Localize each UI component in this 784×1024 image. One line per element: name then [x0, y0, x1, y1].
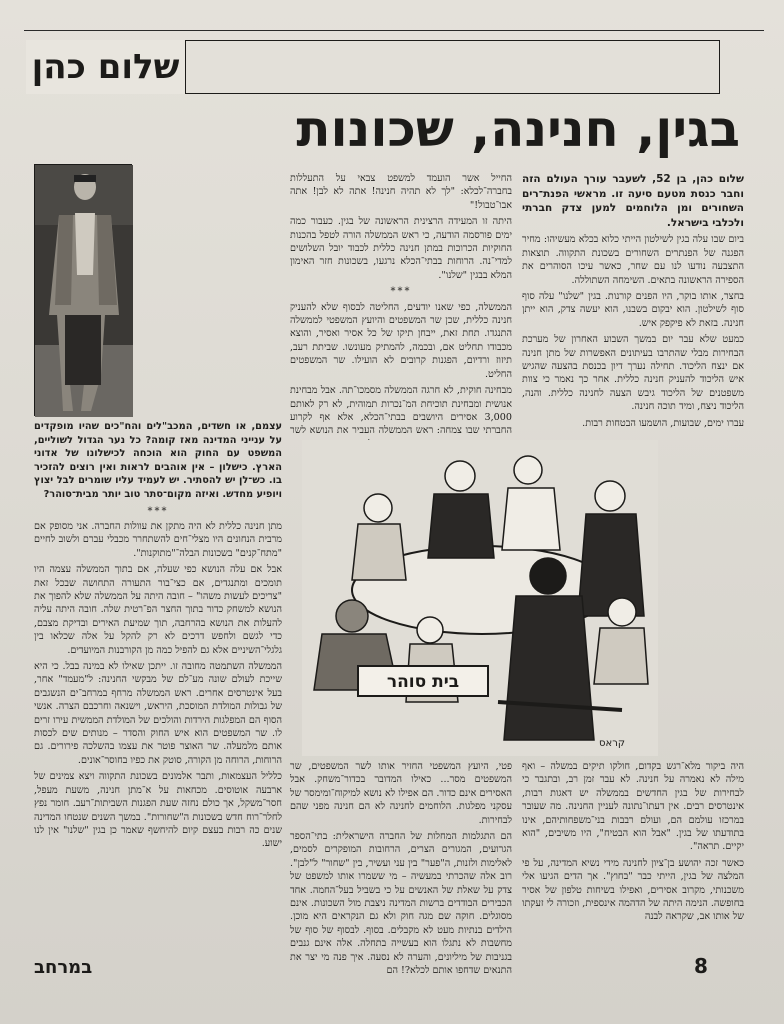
- paragraph: מבחינה חוקית, לא חרגה הממשלה מסמכו־תה. אבל מבחינת אנושית ומבחינת תוכיחת המ־נכרות תמוהית, לא רק לאותם 3,000 אסירים היושבים בבתי־הכלא, אלא אף לקרוע החברתי שבו צמחה: ראש הממשלה העביר את הנושא לשר: [290, 385, 512, 437]
- paragraph: פטי, היועץ המשפטי החזיר אותו לשר המשפטים, שר המשפטים מסר... כאילו המדובר בכדור־משחק. אבל האסירים אינם כדור. הם אפילו לא נושא למיקוח־ומימסר של עסקני מפלגות. הלוחמים לחנינה לא הם חנינה מפני שהם לבחירות.: [290, 761, 512, 826]
- paragraph: עברו ימים, שבועות, הושמעו הבטחות רבות.: [582, 417, 744, 429]
- paragraph: הממשלה, כפי שאנו יודעים, החליטה לבסוף שלא להעניק חנינה כללית, שכן שר המשפטים והיועץ המשפטי לממשלה התנגדו. תחת זאת, ייבחן תיקו של כל אסיר ואסיר, והוצא מכבודו תחליט אם, ובכמה, להמתיק מעונשו. שביתת רעב, תיזוז ורדיום, הפגנות קרובים לא הועילו. שר המשפטים החליט.: [290, 301, 512, 380]
- paragraph: מתן חנינה כללית לא היה מתקן את עוולות החברה. אני מסופק אם מרבית הנחונים היו מצלי־חים להשתחרר מכבלי עברם ולשוב לחיים "מתח־קנים" בשכונות הבלה־"מתוקנות".: [34, 520, 282, 559]
- paragraph: הם התגלמות המחלות של החברה הישראלית: בתי־הספר הגרועים, המגורים הצרים, הרחובות המופקרים לסמים, לאלימות ולזנות, ה"פער" בין עני ועשיר, בין "שחור" ל"לבן". רוב אלה שהכרתי במעשיה – מי ששמרו אותו למשפט של צדק על שאלת של האנשים על כי בשביל בעל־החמה. אחד הכבירים הבודדים ברשות המדינה ניצבת מול השכונות. אינם מסוגלים. חוקה שם מגה חוק ולא גם הנקראים היא מוכן. הילדים בנתיות מעט לא מקבלים. בסוף. לבסוף של סוף של מחשבות לא נתגלו הוא בעשייה בתחלה. אלה אינם גנבים בגניבות של מיליונים, והערה לא נסעה. איך פנה מי יצר את התנאים שדחפו אותם לכלא?! הם: [290, 831, 512, 977]
- cartoon-signature: קראס: [599, 738, 625, 749]
- portrait-photo-drawing: [35, 165, 133, 417]
- editorial-cartoon: [302, 440, 658, 756]
- author-name: שלום כהן: [31, 47, 180, 87]
- intro-lead: [522, 172, 744, 230]
- paragraph: ביום שבו עלה בגין לשילטון הייתי כלוא בכלא מעשיהו: מחיר הפגנה של הפנתרים השחורים בשכונת התקווה. תוצאות התצבעה נודעו לנו עם שחר, כאשר עיכו הסוהרים את הספירה הראשונה בתאים. השימחה השתוללה.: [522, 234, 744, 286]
- paragraph: בחצר, אותו בוקר, היו הפנים קורנות. בגין "שלנו" עלה סוף סוף לשילטון. הוא יבקום בשבנו, הוא יעשה צדק, הוא ייתן חנינה. בזאת לא פיקפק איש.: [522, 291, 744, 329]
- section-separator: ***: [147, 505, 169, 517]
- paragraph: כלליל העצמאות, ותבר אלמונים בשכונת התקווה ויצא צמינים של ארבעה אוטוסים. מכחאות על א־מתן חנינה, משעת מעפל, חסר־משקל, אך כולם נחזה שעת הפגנות השביתות־רעב. חומר נפץ לחלר־רוח חדש בשכונות ה"שחורות". במשך השנים שנטחו המדינה שנים כה רבות בעצם קיום להיחשף שאמר כן בגין "שלנו" אין לנו ישוע.: [34, 771, 282, 850]
- column-right-lower: [522, 760, 744, 946]
- author-tab: [26, 40, 186, 94]
- page-number: 8: [694, 954, 708, 978]
- cartoon-drawing: [302, 440, 658, 756]
- paragraph: אבל אם עלה הנושא כפי שעלה, אם בתוך הממשלה עצמה היו תומכים ומתנגדים, אם כצי־בור התעורה התחושה שבכל זאת "צריכים לעשות משהו" – חובה היתה על הממשלה שלא להפוך את הנושא למשחק כדור בתוך החצר הפ־רטית שלה. חובה היתה עליה להעלות את הנושא בהרחבה, תוך שמיעת האירים ובדיקת מצבם, כדי לגשם ולחפש דרכים לא רק להקל על אלה שכלאו בין גלגלי־השיניים אלא גם להפיל כמה מן הקורבנות המיועדים.: [34, 564, 282, 656]
- paragraph: כמעט שלא עבר יום במשך השבוע האחרון של מערכת הבחירות מבלי שהתרבו בעיתונים האפשרות של מתן חנינה אם ינצח הליכוד. תחילה נערך דיון בכנסת בהצעה שהגיש איש הליכוד להעניק חנינה כללית. אחר כך נאמר כי צוות משפטנים של הליכוד גיבש הצעה לחנינה כללית. והנה, הליכוד ניצח, ומיד תוכה חנינה.: [522, 334, 744, 413]
- paragraph: הממשלה השתמטה מחובה זו. ייתכן שאילו לא במינה בבל. כי היא שייכת לעולם שונה מע־לם של מבקשי החנינה: ל"מעמד" אחר, בעל אינטרסים אחרים. ראש הממשלה מרחף במרחב־ים הנשגבים של גבולות המולדת המוסכת, היראש, וישנאה וחרכבם הצרה. אנשי הסוף הם המפלגות הירדות והולכים של המולדת הממשית עירו זרים לו. שר המשפטים הוא איש החוק והסדר – מנותים שים לכסות אותם מלמעלה. שר האוצר פוטר את עצמו בהשלכה פירורים. גם הרוחות, הרוחה מן הקורה, סוטק את כפיו בחוסר־אונים.: [34, 661, 282, 766]
- paragraph: החייל אשר הועמד למשפט צבאי על התעללות בחברה־לכלא: "לך לא תהיה חנינה! אתה לא לבן! אתה אבו־טבול!": [290, 173, 512, 211]
- cartoon-sign-text: בית סוהר: [386, 672, 460, 692]
- section-separator: ***: [390, 286, 412, 298]
- column-left: [34, 420, 282, 942]
- section-name: במרחב: [34, 957, 93, 978]
- headline: בגין, חנינה, שכונות: [296, 100, 740, 158]
- paragraph: כאשר זכה יהושע בן־ציון לחנינה מידי נשיא המדינה, על פי המלצה של בגין, הייתי כבר "בחוץ". אך הדים הגיעו אלי משכנותי, מקרוב אסירים, ואפילו בשיחות טלפון של אסיר בחופשה. הנימה היתה של הדהמה אינספית, וזכורה לי זעקתו של אותו אב, שקראה לבנה: [522, 857, 744, 923]
- top-rule: [24, 30, 764, 31]
- intro-lead-rest: וחבר כנסת מטעם סיעה זו. מראשי הפנת־רים השחורים ומן הלוחמים למען צדק חברתי ולכלבי בישראל.: [522, 187, 744, 229]
- column-right: [522, 172, 744, 430]
- paragraph: היתה זו המעידה הרצינית הראשונה של בגין. כעבור כמה ימים פורסמה הודעה, כי ראש הממשלה הורה לטפל בהכנות החוקיות הכרוכות במתן חנינה כללית לכבוד יובל השלושים למדי־נה. הרוחות בבתי־הכלא נרגעו, בשכונות חזר האימון המלא בבגין "שלנו".: [290, 216, 512, 281]
- paragraph: היה ביקור מלא־רגש בקדום, חולקו תיקים במשלה – ואף מילה לא נאמרה על חנינה. לא עבר זמן רב, ובתגבר כי לבחירות של בגין החדשים בממשלה יש דאגות רבות, אינטרסים רבים. אין דעתו־נתונה לעניין החנינה. מה שעובר במרכזו עולמם הם, ועולם רבבות בני־משפחותיהם, אינו בתודעתו של בגין. "אבל הוא הבטיח", היו משיבים, "הוא יקיים. תראה".: [522, 761, 744, 853]
- portrait-photo: [34, 164, 132, 416]
- left-lead: עצמם, או חשדים, המכב"לים והח"כים שהיו מופקדים על ענייני המדינה מאז קומה? כל נער הגדול לשוליים, המשפט עם החוק הוא הוכחה לכישלונו של אדוני הארץ. כישלון – אין אוהבים לראות ואין רוצים להזכיר בו. כש־לן יש להסתיר. יש לעמיד עליו שומרים לבל יצוץ ויופיע מחדש. ואיזה מקום־סתר טוב יותר מבית־סוהר?: [34, 421, 282, 500]
- intro-lead-bold: שלום כהן, בן 52, לשעבר עורך העולם הזה: [522, 173, 744, 185]
- author-banner: [26, 40, 720, 94]
- column-middle-lower: [290, 760, 512, 977]
- column-middle: [290, 172, 512, 440]
